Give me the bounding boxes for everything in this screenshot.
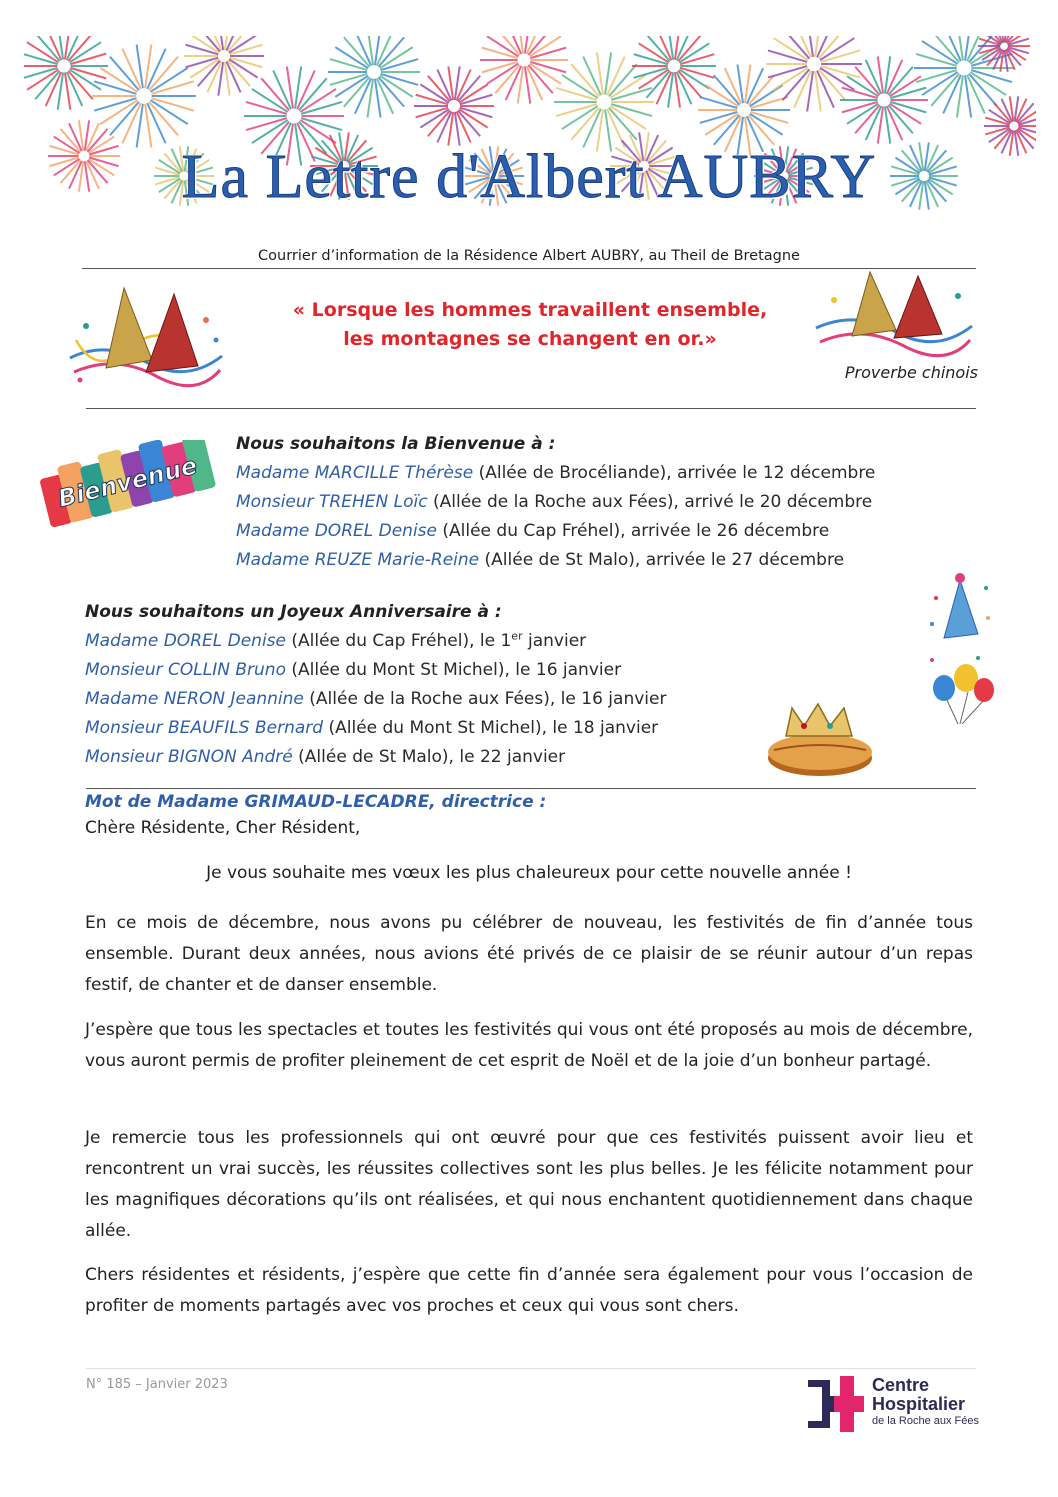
party-hats-image-left <box>66 280 226 390</box>
firework-center <box>449 101 459 111</box>
quote-text <box>250 296 810 354</box>
firework-ray <box>794 36 811 57</box>
resident-name: Madame DOREL Denise <box>236 521 437 541</box>
resident-detail: (Allée de la Roche aux Fées), arrivé le 20 décembre <box>427 492 873 512</box>
quote-line-2: les montagnes se changent en or.» <box>343 328 717 350</box>
logo-line-2: Hospitalier <box>872 1394 966 1414</box>
birthday-heading: Nous souhaitons un Joyeux Anniversaire à : <box>85 602 502 622</box>
firework-center <box>1001 43 1007 49</box>
resident-detail: (Allée du Mont St Michel), le 18 janvier <box>323 718 659 738</box>
firework-center <box>738 104 749 115</box>
resident-detail: (Allée de Brocéliande), arrivée le 12 décembre <box>473 463 876 483</box>
galette-des-rois-image <box>764 700 876 780</box>
logo-line-3: de la Roche aux Fées <box>872 1415 980 1427</box>
birthday-section <box>85 598 666 772</box>
welcome-entry <box>236 546 875 575</box>
party-hats-image-right <box>812 266 976 358</box>
firework-center <box>808 58 820 70</box>
firework-center <box>879 95 890 106</box>
firework-ray <box>506 36 522 54</box>
welcome-entry <box>236 459 875 488</box>
footer-divider <box>86 1368 976 1369</box>
firework-ray <box>817 36 834 57</box>
resident-detail: (Allée du Cap Fréhel), arrivée le 26 décembre <box>436 521 830 541</box>
hospital-logo-text <box>872 1376 979 1428</box>
welcome-heading: Nous souhaitons la Bienvenue à : <box>236 434 556 454</box>
resident-detail: (Allée de St Malo), arrivée le 27 décembre <box>479 550 845 570</box>
resident-name: Monsieur BEAUFILS Bernard <box>85 718 324 738</box>
divider <box>86 408 976 409</box>
ordinal-suffix: er <box>511 629 523 643</box>
welcome-entry <box>236 517 875 546</box>
resident-name: Madame REUZE Marie-Reine <box>236 550 480 570</box>
resident-name: Madame NERON Jeannine <box>85 689 304 709</box>
firework-center <box>219 51 229 61</box>
bienvenue-badge-text: Bienvenue <box>55 451 200 513</box>
birthday-entry <box>85 627 666 656</box>
firework-center <box>1010 122 1017 129</box>
birthday-entry <box>85 656 666 685</box>
message-paragraph: Chers résidentes et résidents, j’espère que cette fin d’année sera également pour vous l’occasion de profiter de moments partagés avec vos proches et ceux qui vous sont chers. <box>85 1265 973 1316</box>
firework-center <box>368 66 379 77</box>
firework-center <box>519 55 530 66</box>
resident-name: Monsieur COLLIN Bruno <box>85 660 286 680</box>
birthday-entry <box>85 685 666 714</box>
resident-name: Madame MARCILLE Thérèse <box>236 463 474 483</box>
balloons-icon <box>924 652 994 724</box>
firework-center <box>288 110 300 122</box>
firework-center <box>958 62 970 74</box>
birthday-entry <box>85 743 666 772</box>
message-paragraph: J’espère que tous les spectacles et toutes les festivités qui vous ont été proposés au mois de décembre, vous auront permis de profiter pleinement de cet esprit de Noël et de la joie d’un bonheur partagé. <box>85 1020 973 1071</box>
firework-ray <box>527 36 543 54</box>
resident-detail: (Allée du Mont St Michel), le 16 janvier <box>285 660 622 680</box>
divider <box>86 788 976 789</box>
resident-name: Monsieur TREHEN Loïc <box>236 492 428 512</box>
newsletter-subtitle: Courrier d’information de la Résidence Albert AUBRY, au Theil de Bretagne <box>258 248 800 264</box>
firework-center <box>598 96 610 108</box>
hospital-logo-icon <box>808 1376 864 1432</box>
resident-name: Madame DOREL Denise <box>85 631 286 651</box>
resident-detail: (Allée de la Roche aux Fées), le 16 janvier <box>303 689 667 709</box>
salutation: Chère Résidente, Cher Résident, <box>85 818 361 838</box>
message-paragraph: Je remercie tous les professionnels qui ont œuvré pour que ces festivités puissent avoir lieu et rencontrent un vrai succès, les réussites collectives sont les plus belles. Je les félicite notamment pour les magnifiques décorations qu’ils ont réalisées, et qui nous enchantent quotidiennement dans chaque allée. <box>85 1128 973 1241</box>
issue-number: N° 185 – Janvier 2023 <box>86 1377 228 1392</box>
new-year-wishes: Je vous souhaite mes vœux les plus chaleureux pour cette nouvelle année ! <box>206 863 852 883</box>
newsletter-title: La Lettre d'Albert AUBRY <box>181 143 877 211</box>
resident-name: Monsieur BIGNON André <box>85 747 293 767</box>
resident-detail-tail: janvier <box>522 631 587 651</box>
welcome-entry <box>236 488 875 517</box>
director-heading: Mot de Madame GRIMAUD-LECADRE, directrice : <box>85 792 547 812</box>
resident-detail: (Allée du Cap Fréhel), le 1 <box>285 631 512 651</box>
party-hat-icon <box>926 568 996 646</box>
firework-center <box>59 61 70 72</box>
firework-center <box>138 90 150 102</box>
welcome-section <box>236 430 875 575</box>
message-paragraph: En ce mois de décembre, nous avons pu célébrer de nouveau, les festivités de fin d’année tous ensemble. Durant deux années, nous avions été privés de ce plaisir de se réunir autour d’un repas festif, de chanter et de danser ensemble. <box>85 913 973 995</box>
birthday-entry <box>85 714 666 743</box>
firework-center <box>669 61 679 71</box>
resident-detail: (Allée de St Malo), le 22 janvier <box>292 747 566 767</box>
quote-author: Proverbe chinois <box>844 363 978 382</box>
quote-line-1: « Lorsque les hommes travaillent ensemble, <box>292 299 768 321</box>
logo-line-1: Centre <box>872 1375 930 1395</box>
bienvenue-badge-image <box>36 440 222 536</box>
